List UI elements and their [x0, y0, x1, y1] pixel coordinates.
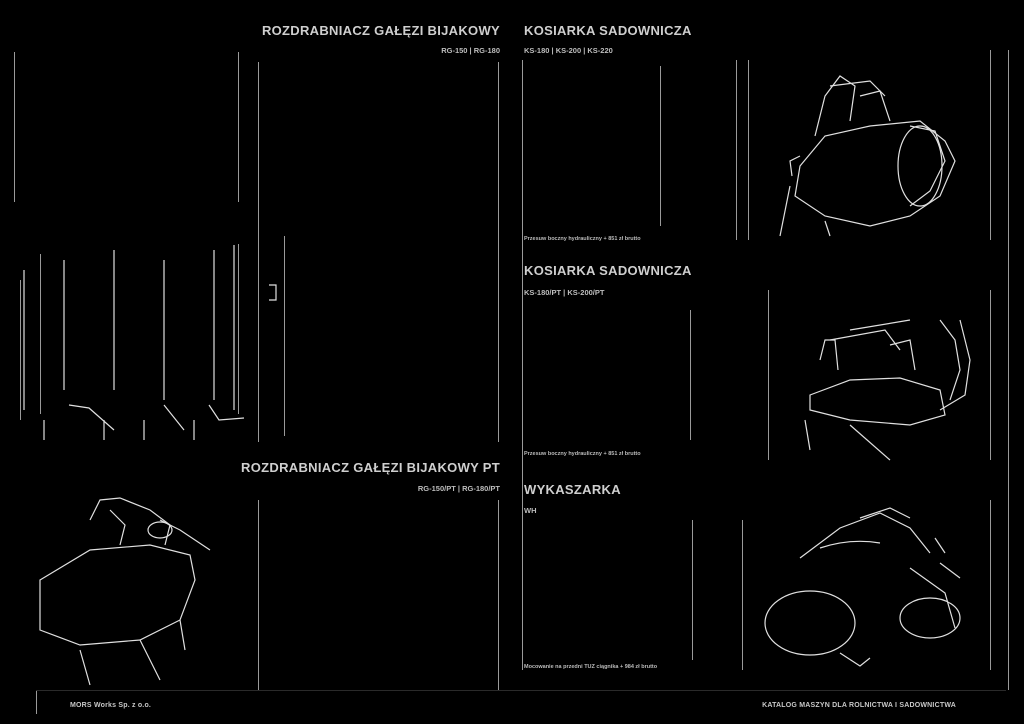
- footer-company: MORS Works Sp. z o.o.: [70, 702, 152, 709]
- divider-line: [238, 52, 239, 202]
- divider-line: [522, 60, 523, 670]
- mower1-title: KOSIARKA SADOWNICZA: [524, 23, 692, 38]
- trimmer-illustration: [760, 498, 980, 678]
- divider-line: [258, 500, 259, 690]
- trimmer-note: Mocowanie na przedni TUZ ciągnika + 984 zł brutto: [524, 664, 658, 670]
- chipper-pt-codes: RG-150/PT | RG-180/PT: [417, 484, 500, 493]
- footer-rule: [36, 690, 1006, 691]
- mower-pt-illustration: [790, 300, 990, 470]
- divider-line: [768, 290, 769, 460]
- mower2-codes: KS-180/PT | KS-200/PT: [524, 288, 605, 297]
- divider-line: [690, 310, 691, 440]
- divider-line: [14, 52, 15, 202]
- footer-catalog: KATALOG MASZYN DLA ROLNICTWA I SADOWNICTWA: [762, 702, 956, 709]
- mower-illustration: [770, 66, 970, 236]
- divider-line: [1008, 50, 1009, 690]
- chipper-pt-illustration: [20, 490, 230, 690]
- divider-line: [660, 66, 661, 226]
- divider-line: [990, 50, 991, 240]
- divider-line: [742, 520, 743, 670]
- mower2-note: Przesuw boczny hydrauliczny + 851 zł brutto: [524, 451, 641, 457]
- mower1-codes: KS-180 | KS-200 | KS-220: [524, 46, 613, 55]
- chipper-photo-outline: [14, 240, 274, 440]
- divider-line: [36, 690, 37, 714]
- divider-line: [736, 60, 737, 240]
- divider-line: [990, 290, 991, 460]
- divider-line: [498, 62, 499, 442]
- mower2-title: KOSIARKA SADOWNICZA: [524, 263, 692, 278]
- divider-line: [284, 236, 285, 436]
- trimmer-codes: WH: [524, 506, 537, 515]
- chipper-codes: RG-150 | RG-180: [441, 46, 500, 55]
- trimmer-title: WYKASZARKA: [524, 482, 621, 497]
- chipper-title: ROZDRABNIACZ GAŁĘZI BIJAKOWY: [261, 23, 500, 38]
- divider-line: [692, 520, 693, 660]
- divider-line: [990, 500, 991, 670]
- divider-line: [498, 500, 499, 690]
- chipper-pt-title: ROZDRABNIACZ GAŁĘZI BIJAKOWY PT: [241, 460, 500, 475]
- mower1-note: Przesuw boczny hydrauliczny + 851 zł brutto: [524, 236, 641, 242]
- divider-line: [748, 60, 749, 240]
